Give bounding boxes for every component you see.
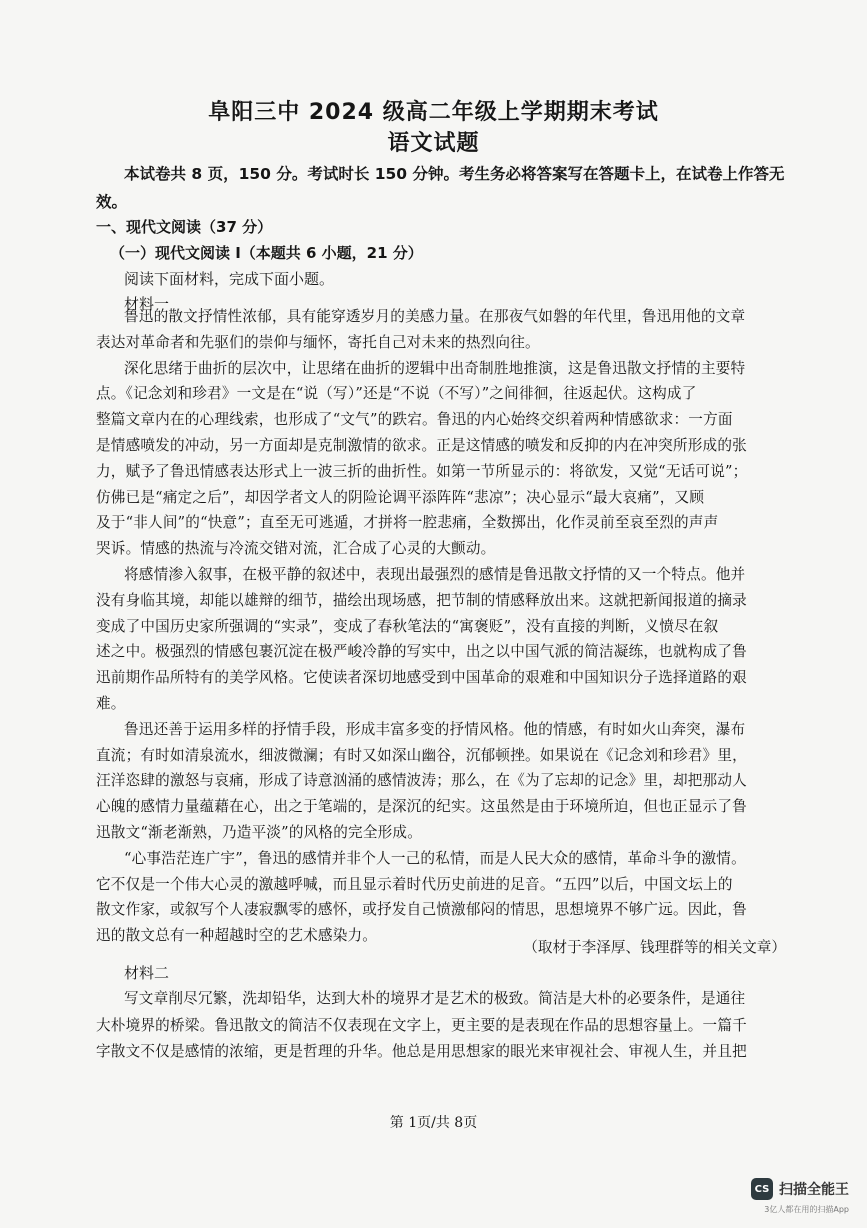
- scanner-logo-icon: CS: [751, 1178, 773, 1200]
- text-line: 心魄的感情力量蕴藉在心，出之于笔端的，是深沉的纪实。这虽然是由于环境所迫，但也正显示了鲁: [96, 798, 747, 816]
- scanner-badge: [751, 1178, 849, 1200]
- text-line: 字散文不仅是感情的浓缩，更是哲理的升华。他总是用思想家的眼光来审视社会、审视人生，并且把: [96, 1043, 747, 1060]
- subsection-heading: （一）现代文阅读 I（本题共 6 小题，21 分）: [110, 244, 423, 262]
- material1-source: （取材于李泽厚、钱理群等的相关文章）: [523, 939, 786, 956]
- text-line: 迅前期作品所特有的美学风格。它使读者深切地感受到中国革命的艰难和中国知识分子选择道路的艰: [96, 669, 747, 687]
- text-line: “心事浩茫连广宇”，鲁迅的感情并非个人一己的私情，而是人民大众的感情，革命斗争的激情。: [124, 849, 746, 867]
- text-line: 写文章削尽冗繁，洗却铅华，达到大朴的境界才是艺术的极致。简洁是大朴的必要条件，是通往: [124, 990, 746, 1007]
- text-line: 鲁迅的散文抒情性浓郁，具有能穿透岁月的美感力量。在那夜气如磐的年代里，鲁迅用他的文章: [124, 308, 746, 325]
- text-line: 直流；有时如清泉流水，细波微澜；有时又如深山幽谷，沉郁顿挫。如果说在《记念刘和珍君》里，: [96, 746, 747, 764]
- text-line: 变成了中国历史家所强调的“实录”，变成了春秋笔法的“寓褒贬”，没有直接的判断，义愤尽在叙: [96, 617, 719, 635]
- text-line: 难。: [96, 695, 126, 712]
- instructions-line-1: 本试卷共 8 页，150 分。考试时长 150 分钟。考生务必将答案写在答题卡上，在试卷上作答无: [124, 165, 785, 183]
- scanner-name: 扫描全能王: [779, 1182, 849, 1198]
- material2-label: 材料二: [124, 964, 170, 982]
- text-line: 将感情渗入叙事，在极平静的叙述中，表现出最强烈的感情是鲁迅散文抒情的又一个特点。他并: [124, 566, 746, 583]
- text-line: 没有身临其境，却能以雄辩的细节，描绘出现场感，把节制的情感释放出来。这就把新闻报道的摘录: [96, 591, 747, 609]
- text-line: 仿佛已是“痛定之后”，却因学者文人的阴险论调平添阵阵“悲凉”；决心显示“最大哀痛”，又顾: [96, 488, 705, 506]
- material1-label: 材料一: [124, 295, 170, 313]
- text-line: 它不仅是一个伟大心灵的激越呼喊，而且显示着时代历史前进的足音。“五四”以后，中国文坛上的: [96, 875, 733, 893]
- text-line: 表达对革命者和先驱们的崇仰与缅怀，寄托自己对未来的热烈向往。: [96, 333, 540, 351]
- exam-instructions: [96, 160, 796, 216]
- text-line: 散文作家，或叙写个人凄寂飘零的感怀，或抒发自己愤激郁闷的情思，思想境界不够广远。因此，鲁: [96, 901, 747, 919]
- exam-title: 阜阳三中 2024 级高二年级上学期期末考试: [208, 100, 659, 125]
- text-line: 整篇文章内在的心理线索，也形成了“文气”的跌宕。鲁迅的内心始终交织着两种情感欲求：一方面: [96, 411, 733, 429]
- text-line: 鲁迅还善于运用多样的抒情手段，形成丰富多变的抒情风格。他的情感，有时如火山奔突，瀑布: [124, 720, 746, 738]
- text-line: 及于“非人间”的“快意”；直至无可逃遁，才拼将一腔悲痛，全数掷出，化作灵前至哀至烈的声声: [96, 514, 719, 532]
- text-line: 述之中。极强烈的情感包裹沉淀在极严峻冷静的写实中，出之以中国气派的简洁凝练，也就构成了鲁: [96, 643, 747, 661]
- text-line: 大朴境界的桥梁。鲁迅散文的简洁不仅表现在文字上，更主要的是表现在作品的思想容量上。一篇千: [96, 1016, 747, 1034]
- text-line: 迅散文“渐老渐熟，乃造平淡”的风格的完全形成。: [96, 824, 422, 841]
- exam-subtitle: 语文试题: [387, 131, 480, 156]
- text-line: 汪洋恣肆的激怒与哀痛，形成了诗意汹涌的感情波涛；那么，在《为了忘却的记念》里，却把那动人: [96, 772, 747, 790]
- text-line: 迅的散文总有一种超越时空的艺术感染力。: [96, 927, 378, 945]
- reading-prompt: 阅读下面材料，完成下面小题。: [124, 270, 335, 288]
- page-footer: 第 1页/共 8页: [389, 1115, 478, 1131]
- section-heading: 一、现代文阅读（37 分）: [96, 218, 273, 236]
- scanner-tagline: 3亿人都在用的扫描App: [764, 1205, 849, 1214]
- text-line: 是情感喷发的冲动，另一方面却是克制激情的欲求。正是这情感的喷发和反抑的内在冲突所形成的张: [96, 437, 747, 454]
- instructions-line-2: 效。: [96, 193, 128, 211]
- text-line: 深化思绪于曲折的层次中，让思绪在曲折的逻辑中出奇制胜地推演，这是鲁迅散文抒情的主要特: [124, 359, 746, 377]
- text-line: 哭诉。情感的热流与冷流交错对流，汇合成了心灵的大颤动。: [96, 540, 496, 558]
- text-line: 点。《记念刘和珍君》一文是在“说（写）”还是“不说（不写）”之间徘徊，往返起伏。这构成了: [96, 385, 697, 403]
- text-line: 力，赋予了鲁迅情感表达形式上一波三折的曲折性。如第一节所显示的：将欲发，又觉“无话可说”；: [96, 462, 748, 480]
